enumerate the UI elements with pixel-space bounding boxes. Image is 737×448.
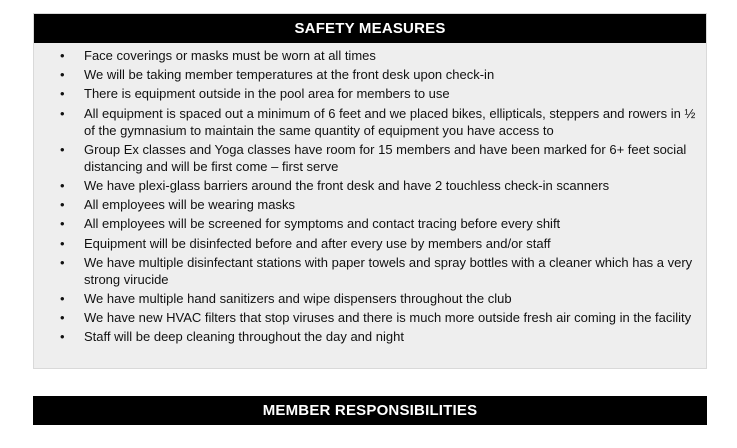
- list-item: [34, 290, 700, 307]
- list-item-text: Group Ex classes and Yoga classes have room for 15 members and have been marked for 6+ feet social distancing and will be first come – first serve: [84, 141, 687, 174]
- bullet-icon: •: [60, 235, 65, 251]
- list-item: [34, 177, 700, 194]
- list-item-text: Face coverings or masks must be worn at all times: [84, 48, 376, 63]
- list-item-text: We have multiple hand sanitizers and wipe dispensers throughout the club: [84, 290, 512, 306]
- list-item: [34, 254, 700, 288]
- bullet-icon: •: [60, 105, 65, 121]
- list-item: [34, 47, 700, 64]
- bullet-icon: •: [60, 329, 65, 345]
- list-item-text: We have multiple disinfectant stations with paper towels and spray bottles with a cleaner which has a very strong virucide: [84, 254, 693, 287]
- list-item: [34, 235, 700, 252]
- list-item: [34, 215, 700, 232]
- bullet-icon: •: [60, 290, 65, 306]
- bullet-icon: •: [60, 254, 65, 270]
- safety-measures-header: SAFETY MEASURES: [34, 14, 706, 43]
- safety-measures-section: [33, 13, 707, 369]
- bullet-icon: •: [60, 86, 65, 102]
- list-item: [34, 196, 700, 213]
- list-item-text: Equipment will be disinfected before and after every use by members and/or staff: [84, 235, 551, 251]
- list-item-text: All equipment is spaced out a minimum of 6 feet and we placed bikes, ellipticals, steppers and rowers in ½ of the gymnasium to maintain the same quantity of equipment you have access to: [84, 105, 696, 138]
- bullet-icon: •: [60, 216, 65, 232]
- list-item-text: Staff will be deep cleaning throughout the day and night: [84, 329, 404, 345]
- bullet-icon: •: [60, 310, 65, 326]
- list-item: [34, 85, 700, 102]
- list-item-text: There is equipment outside in the pool area for members to use: [84, 86, 450, 102]
- member-responsibilities-header: MEMBER RESPONSIBILITIES: [33, 396, 707, 425]
- member-responsibilities-section: [33, 396, 707, 425]
- bullet-icon: •: [60, 197, 65, 213]
- list-item-text: We have plexi-glass barriers around the front desk and have 2 touchless check-in scanners: [84, 177, 610, 193]
- list-item-text: All employees will be screened for symptoms and contact tracing before every shift: [84, 216, 561, 232]
- bullet-icon: •: [60, 48, 65, 63]
- list-item-text: We will be taking member temperatures at the front desk upon check-in: [84, 67, 495, 83]
- list-item: [34, 66, 700, 83]
- bullet-icon: •: [60, 141, 65, 157]
- bullet-icon: •: [60, 67, 65, 83]
- bullet-icon: •: [60, 177, 65, 193]
- list-item: [34, 309, 700, 326]
- list-item: [34, 141, 700, 175]
- list-item-text: All employees will be wearing masks: [84, 197, 295, 213]
- list-item-text: We have new HVAC filters that stop viruses and there is much more outside fresh air coming in the facility: [84, 310, 692, 326]
- safety-measures-list: [34, 43, 706, 345]
- list-item: [34, 105, 700, 139]
- list-item: [34, 328, 700, 345]
